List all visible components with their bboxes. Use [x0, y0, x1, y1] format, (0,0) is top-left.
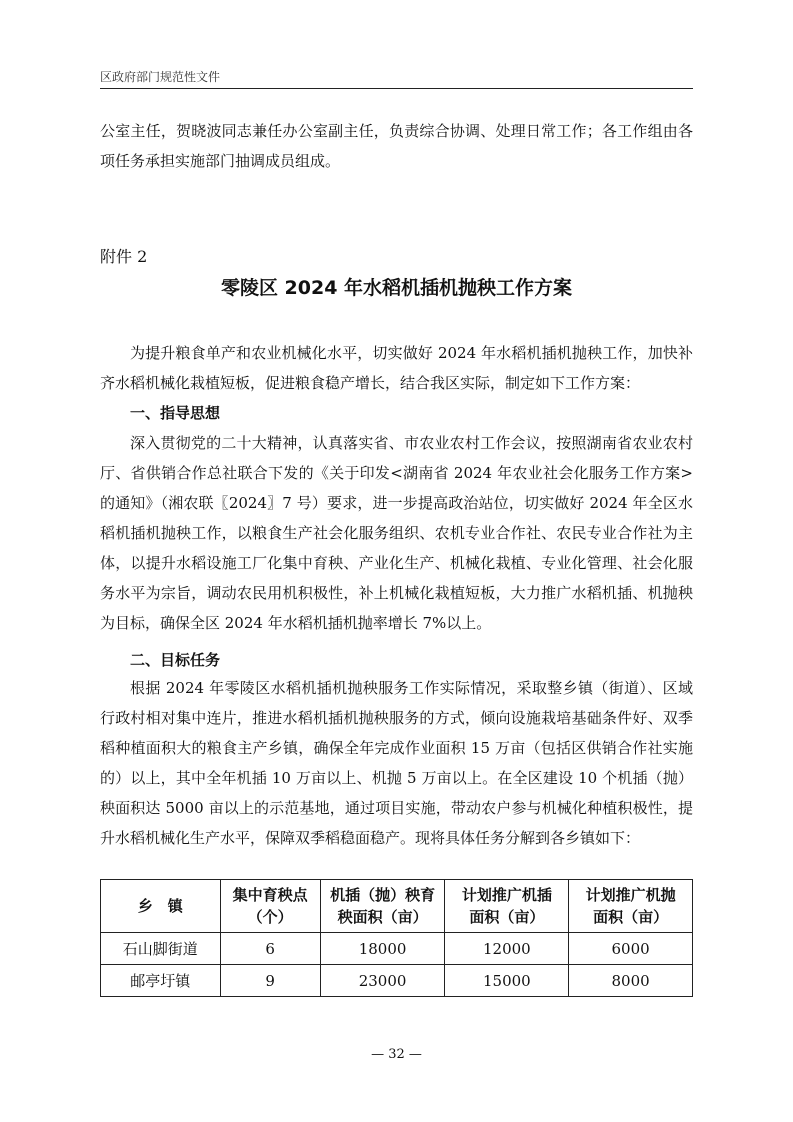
cell-throw-area: 8000 — [569, 965, 693, 997]
cell-transplant-area: 15000 — [445, 965, 569, 997]
header-township: 乡 镇 — [101, 880, 221, 933]
section-heading-guiding-ideology: 一、指导思想 — [130, 404, 221, 422]
table-row — [101, 965, 693, 997]
section-body-target-tasks: 根据 2024 年零陵区水稻机插机抛秧服务工作实际情况，采取整乡镇（街道）、区域行政村相对集中连片，推进水稻机插机抛秧服务的方式，倾向设施栽培基础条件好、双季稻种植面积大的粮食主产乡镇，确保全年完成作业面积 15 万亩（包括区供销合作社实施的）以上，其中全年机插 10 万亩以上、机抛 5 万亩以上。在全区建设 10 个机插（抛）秧面积达 5000 亩以上的示范基地，通过项目实施，带动农户参与机械化种植积极性，提升水稻机械化生产水平，保障双季稻稳面稳产。现将具体任务分解到各乡镇如下： — [100, 679, 693, 847]
cell-nursery-points: 6 — [220, 933, 320, 965]
document-title: 零陵区 2024 年水稻机插机抛秧工作方案 — [220, 277, 573, 299]
page-number: — 32 — — [371, 1047, 422, 1062]
task-allocation-table — [100, 879, 693, 997]
header-planned-transplant-area: 计划推广机插 面积（亩） — [445, 880, 569, 933]
header-nursery-points: 集中育秧点 （个） — [220, 880, 320, 933]
section-body-guiding-ideology: 深入贯彻党的二十大精神，认真落实省、市农业农村工作会议，按照湖南省农业农村厅、省供销合作总社联合下发的《关于印发<湖南省 2024 年农业社会化服务工作方案>的通知》（湘农联〖2024〗7 号）要求，进一步提高政治站位，切实做好 2024 年全区水稻机插机抛秧工作，以粮食生产社会化服务组织、农机专业合作社、农民专业合作社为主体，以提升水稻设施工厂化集中育秧、产业化生产、机械化栽植、专业化管理、社会化服务水平为宗旨，调动农民用机积极性，补上机械化栽植短板，大力推广水稻机插、机抛秧为目标，确保全区 2024 年水稻机插机抛率增长 7%以上。 — [100, 434, 693, 632]
section-heading-target-tasks: 二、目标任务 — [130, 651, 221, 669]
cell-township: 石山脚街道 — [101, 933, 221, 965]
cell-nursery-area: 18000 — [320, 933, 445, 965]
table-row — [101, 933, 693, 965]
running-header: 区政府部门规范性文件 — [100, 70, 221, 84]
cell-nursery-points: 9 — [220, 965, 320, 997]
cell-transplant-area: 12000 — [445, 933, 569, 965]
preamble-paragraph: 为提升粮食单产和农业机械化水平，切实做好 2024 年水稻机插机抛秧工作，加快补齐水稻机械化栽植短板，促进粮食稳产增长，结合我区实际，制定如下工作方案： — [100, 344, 693, 392]
table-header-row — [101, 880, 693, 933]
cell-township: 邮亭圩镇 — [101, 965, 221, 997]
cell-throw-area: 6000 — [569, 933, 693, 965]
cell-nursery-area: 23000 — [320, 965, 445, 997]
attachment-label: 附件 2 — [100, 247, 148, 266]
header-nursery-area: 机插（抛）秧育 秧面积（亩） — [320, 880, 445, 933]
header-planned-throw-area: 计划推广机抛 面积（亩） — [569, 880, 693, 933]
intro-paragraph: 公室主任，贺晓波同志兼任办公室副主任，负责综合协调、处理日常工作；各工作组由各项任务承担实施部门抽调成员组成。 — [100, 122, 693, 170]
header-divider — [100, 88, 693, 89]
